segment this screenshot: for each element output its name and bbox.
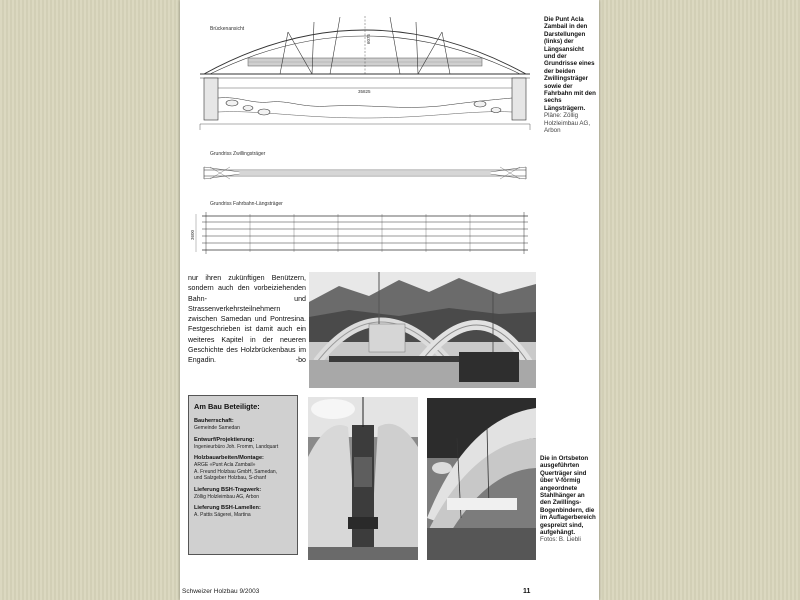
deck-label: Grundriss Fahrbahn-Längsträger (210, 201, 283, 207)
twin-girder-label: Grundriss Zwillingsträger (210, 151, 266, 157)
photo-arch-underside (308, 397, 418, 560)
magazine-page (180, 0, 599, 600)
photo-caption-text: Die in Ortsbeton ausgeführten Querträger sind über V-förmig angeordnete Stahlhänger an den Zwillings-Bogenbindern, die im Auflagerbereich gespreizt sind, aufgehängt. (540, 455, 596, 537)
span-dimension: 35825 (358, 89, 371, 94)
twin-girder-plan (204, 167, 526, 179)
elevation-label: Brückenansicht (210, 26, 245, 32)
bridge-elevation (200, 16, 530, 130)
participant-name: A. Pattis Sägerei, Martina (194, 512, 251, 518)
bridge-drawings (180, 0, 540, 270)
publication-footer: Schweizer Holzbau 9/2003 (182, 588, 260, 595)
height-dimension: 6075 (366, 33, 371, 44)
drawing-caption (544, 16, 596, 135)
article-paragraph: nur ihren zukünftigen Benützern, sondern auch den vorbeiziehenden Bahn- und Strassenverkehrsteilnehmern zwischen Samedan und Pontresina. Festgeschrieben ist damit auch ein weiteres Kapitel in der neueren Geschichte des Holzbrückenbaus im Engadin. (188, 274, 306, 365)
deck-plan (196, 212, 528, 254)
participant-name: A. Freund Holzbau GmbH, Samedan, (194, 468, 278, 475)
participant-role: Lieferung BSH-Lamellen: (194, 505, 261, 511)
photo-caption-credit: Fotos: B. Liebli (540, 536, 581, 544)
participants-box (188, 395, 298, 555)
page-number: 11 (523, 588, 531, 595)
participant-name: und Salzgeber Holzbau, S-chanf (194, 475, 266, 481)
participant-role: Entwurf/Projektierung: (194, 436, 255, 443)
deck-dimension: 3600 (190, 229, 195, 240)
article-body-text (188, 273, 306, 366)
photo-arch-detail (427, 398, 536, 560)
photo-caption (540, 455, 596, 544)
drawing-caption-credit: Pläne: Zöllig Holzleimbau AG, Arbon (544, 112, 591, 135)
participant-name: Zöllig Holzleimbau AG, Arbon (194, 493, 260, 500)
photo-bridge-arches (309, 272, 536, 388)
drawing-caption-text: Die Punt Acla Zambail in den Darstellungen (links) der Längsansicht und der Grundrisse eines der beiden Zwillingsträger sowie der Fahrbahn mit den sechs Längsträgern. (544, 16, 596, 112)
participants-title: Am Bau Beteiligte: (194, 402, 260, 411)
participant-name: Ingenieurbüro Joh. Fromm, Landquart (194, 443, 279, 450)
participant-name: ARGE «Punt Acla Zambail» (194, 462, 256, 468)
participant-role: Lieferung BSH-Tragwerk: (194, 486, 262, 493)
participant-name: Gemeinde Samedan (194, 425, 240, 431)
participant-role: Bauherrschaft: (194, 418, 234, 424)
author-signature: -bo (295, 356, 306, 365)
participant-role: Holzbauarbeiten/Montage: (194, 455, 264, 461)
